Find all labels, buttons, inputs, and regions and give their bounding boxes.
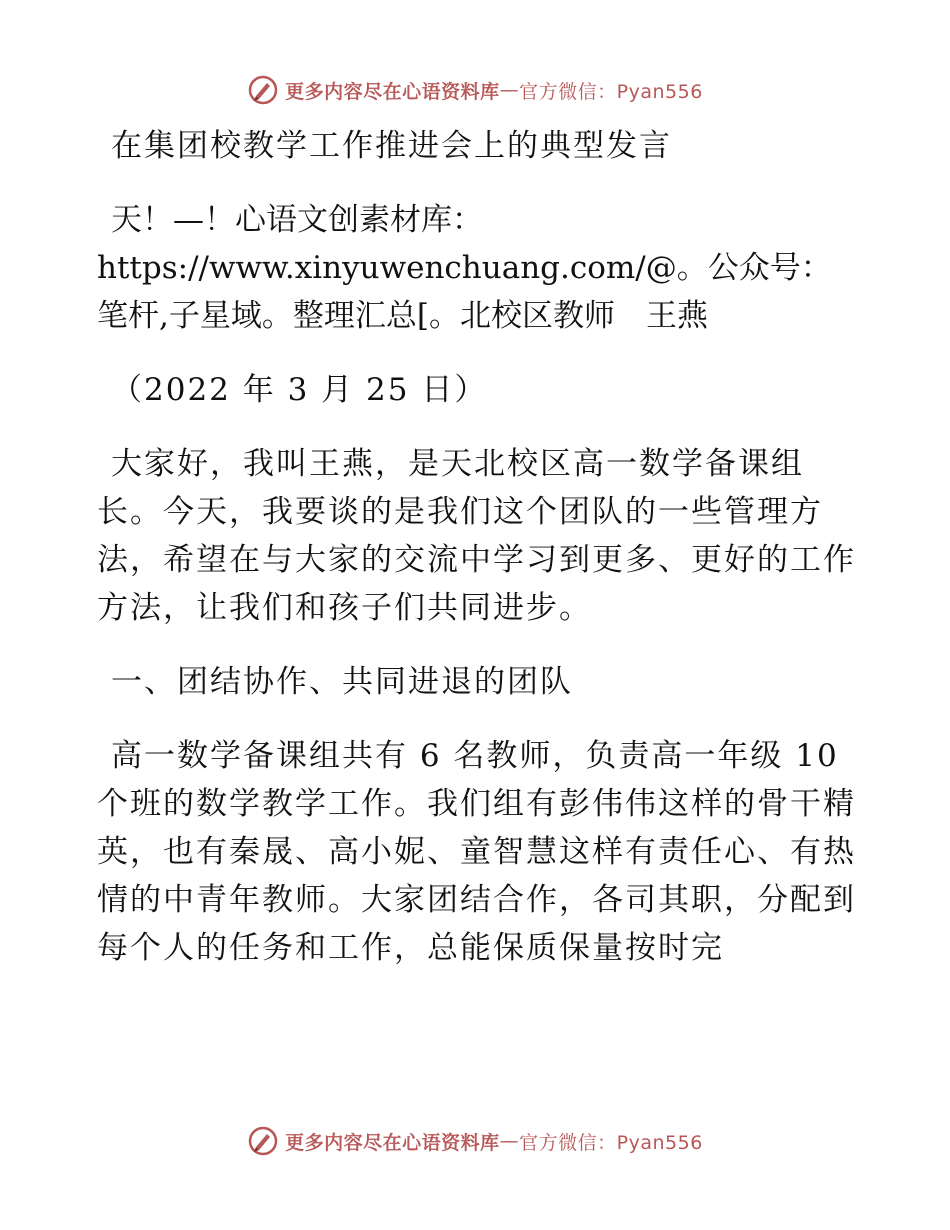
banner-text: 更多内容尽在心语资料库 [285,1131,500,1154]
document-date: （2022 年 3 月 25 日） [111,372,488,408]
pen-circle-logo-icon [247,74,279,106]
document-body [97,122,857,998]
paragraph-intro: 大家好，我叫王燕，是天北校区高一数学备课组长。今天，我要谈的是我们这个团队的一些管理方法，希望在与大家的交流中学习到更多、更好的工作方法，让我们和孩子们共同进步。 [97,446,856,626]
section-heading: 一、团结协作、共同进退的团队 [111,664,573,700]
banner-wechat: 官方微信：Pyan556 [519,1131,703,1154]
pen-circle-logo-icon [247,1125,279,1157]
source-line: 天！—！心语文创素材库：https://www.xinyuwenchuang.com/@。公众号：笔杆,子星域。整理汇总[。北校区教师 王燕 [97,202,832,334]
banner-text: 更多内容尽在心语资料库 [285,80,500,103]
footer-watermark-banner [0,1121,950,1161]
banner-separator: — [499,79,520,101]
banner-separator: — [499,1130,520,1152]
banner-wechat: 官方微信：Pyan556 [519,80,703,103]
paragraph-team: 高一数学备课组共有 6 名教师，负责高一年级 10 个班的数学教学工作。我们组有彭伟伟这样的骨干精英，也有秦晟、高小妮、童智慧这样有责任心、有热情的中青年教师。大家团结合作，各司其职，分配到每个人的任务和工作，总能保质保量按时完 [97,738,856,966]
header-watermark-banner [0,70,950,110]
document-title: 在集团校教学工作推进会上的典型发言 [111,128,672,164]
